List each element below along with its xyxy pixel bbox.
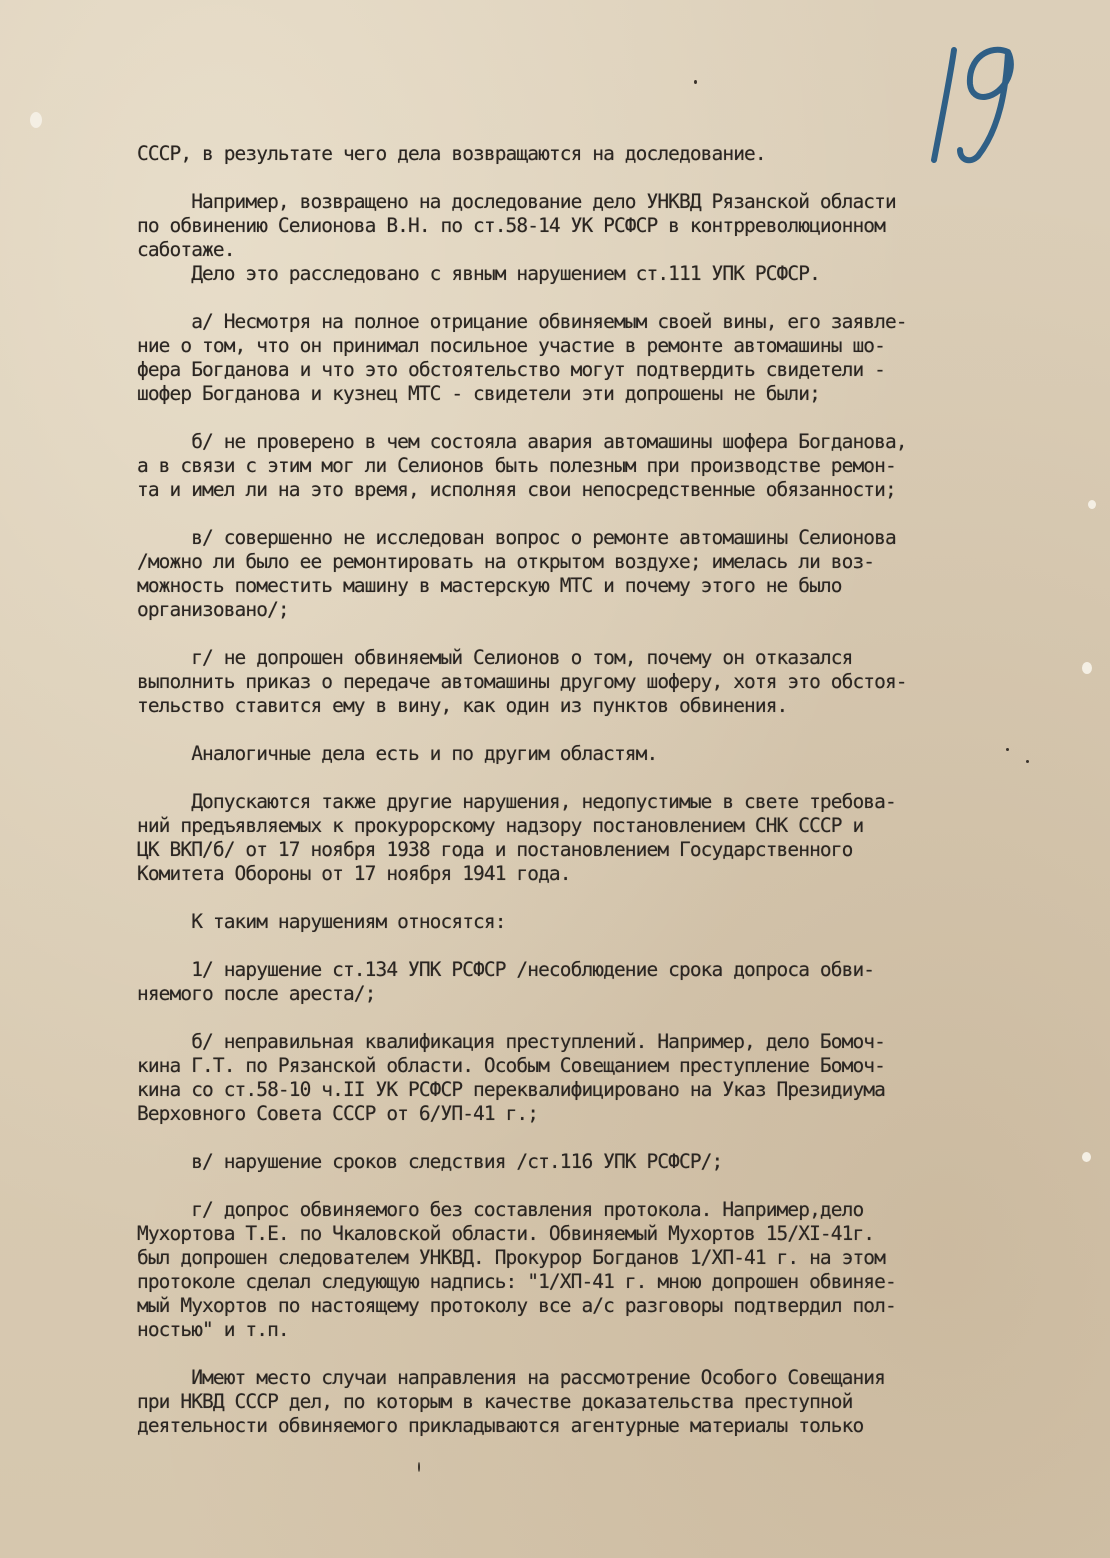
text-line: Комитета Обороны от 17 ноября 1941 года. (137, 862, 571, 885)
text-line: при НКВД СССР дел, по которым в качестве доказательства преступной (137, 1390, 853, 1413)
text-line: ностью" и т.п. (137, 1318, 289, 1341)
document-body (137, 142, 1037, 1438)
text-line: 1/ нарушение ст.134 УПК РСФСР /несоблюдение срока допроса обви- (137, 958, 875, 981)
text-line: Например, возвращено на доследование дело УНКВД Рязанской области (137, 190, 896, 213)
paragraph-gap (137, 166, 1037, 190)
text-line: ние о том, что он принимал посильное участие в ремонте автомашины шо- (137, 334, 885, 357)
paper-speck (1006, 748, 1009, 751)
text-line: ЦК ВКП/б/ от 17 ноября 1938 года и постановлением Государственного (137, 838, 853, 861)
paragraph-gap (137, 718, 1037, 742)
text-line: деятельности обвиняемого прикладываются агентурные материалы только (137, 1414, 864, 1437)
paper-speck (418, 1462, 420, 1472)
text-line: /можно ли было ее ремонтировать на открытом воздухе; имелась ли воз- (137, 550, 875, 573)
text-line: по обвинению Селионова В.Н. по ст.58-14 УК РСФСР в контрреволюционном (137, 214, 885, 237)
text-line: тельство ставится ему в вину, как один из пунктов обвинения. (137, 694, 788, 717)
text-line: выполнить приказ о передаче автомашины другому шоферу, хотя это обстоя- (137, 670, 907, 693)
text-line: г/ допрос обвиняемого без составления протокола. Например,дело (137, 1198, 864, 1221)
paper-speck (1088, 500, 1096, 509)
paragraph-gap (137, 766, 1037, 790)
text-line: б/ неправильная квалификация преступлений. Например, дело Бомоч- (137, 1030, 885, 1053)
paragraph-gap (137, 1126, 1037, 1150)
text-line: кина со ст.58-10 ч.II УК РСФСР переквалифицировано на Указ Президиума (137, 1078, 885, 1101)
text-line: саботаже. (137, 238, 235, 261)
text-line: Имеют место случаи направления на рассмотрение Особого Совещания (137, 1366, 885, 1389)
text-line: а в связи с этим мог ли Селионов быть полезным при производстве ремон- (137, 454, 896, 477)
text-line: организовано/; (137, 598, 289, 621)
paper-speck (694, 80, 697, 84)
paragraph-gap (137, 934, 1037, 958)
text-line: та и имел ли на это время, исполняя свои непосредственные обязанности; (137, 478, 896, 501)
text-line: няемого после ареста/; (137, 982, 376, 1005)
text-line: Верховного Совета СССР от 6/УП-41 г.; (137, 1102, 539, 1125)
paragraph-gap (137, 886, 1037, 910)
text-line: фера Богданова и что это обстоятельство могут подтвердить свидетели - (137, 358, 885, 381)
text-line: СССР, в результате чего дела возвращаются на доследование. (137, 142, 766, 165)
text-line: Аналогичные дела есть и по другим областям. (137, 742, 658, 765)
text-line: Дело это расследовано с явным нарушением ст.111 УПК РСФСР. (137, 262, 820, 285)
text-line: г/ не допрошен обвиняемый Селионов о том, почему он отказался (137, 646, 853, 669)
paragraph-gap (137, 1174, 1037, 1198)
text-line: в/ нарушение сроков следствия /ст.116 УПК РСФСР/; (137, 1150, 723, 1173)
text-line: в/ совершенно не исследован вопрос о ремонте автомашины Селионова (137, 526, 896, 549)
paper-speck (1026, 760, 1029, 763)
text-line: а/ Несмотря на полное отрицание обвиняемым своей вины, его заявле- (137, 310, 907, 333)
paper-speck (30, 112, 42, 128)
text-line: б/ не проверено в чем состояла авария автомашины шофера Богданова, (137, 430, 907, 453)
paragraph-gap (137, 1342, 1037, 1366)
text-line: шофер Богданова и кузнец МТС - свидетели эти допрошены не были; (137, 382, 820, 405)
paragraph-gap (137, 502, 1037, 526)
text-line: К таким нарушениям относятся: (137, 910, 506, 933)
text-line: мый Мухортов по настоящему протоколу все а/с разговоры подтвердил пол- (137, 1294, 896, 1317)
text-line: ний предъявляемых к прокурорскому надзору постановлением СНК СССР и (137, 814, 864, 837)
paragraph-gap (137, 1006, 1037, 1030)
text-line: был допрошен следователем УНКВД. Прокурор Богданов 1/ХП-41 г. на этом (137, 1246, 885, 1269)
paragraph-gap (137, 286, 1037, 310)
paper-speck (1082, 1152, 1091, 1162)
text-line: кина Г.Т. по Рязанской области. Особым Совещанием преступление Бомоч- (137, 1054, 885, 1077)
text-line: Допускаются также другие нарушения, недопустимые в свете требова- (137, 790, 896, 813)
paragraph-gap (137, 406, 1037, 430)
paragraph-gap (137, 622, 1037, 646)
paper-speck (1082, 662, 1092, 674)
text-line: Мухортова Т.Е. по Чкаловской области. Обвиняемый Мухортов 15/XI-41г. (137, 1222, 875, 1245)
text-line: протоколе сделал следующую надпись: "1/ХП-41 г. мною допрошен обвиняе- (137, 1270, 896, 1293)
text-line: можность поместить машину в мастерскую МТС и почему этого не было (137, 574, 842, 597)
